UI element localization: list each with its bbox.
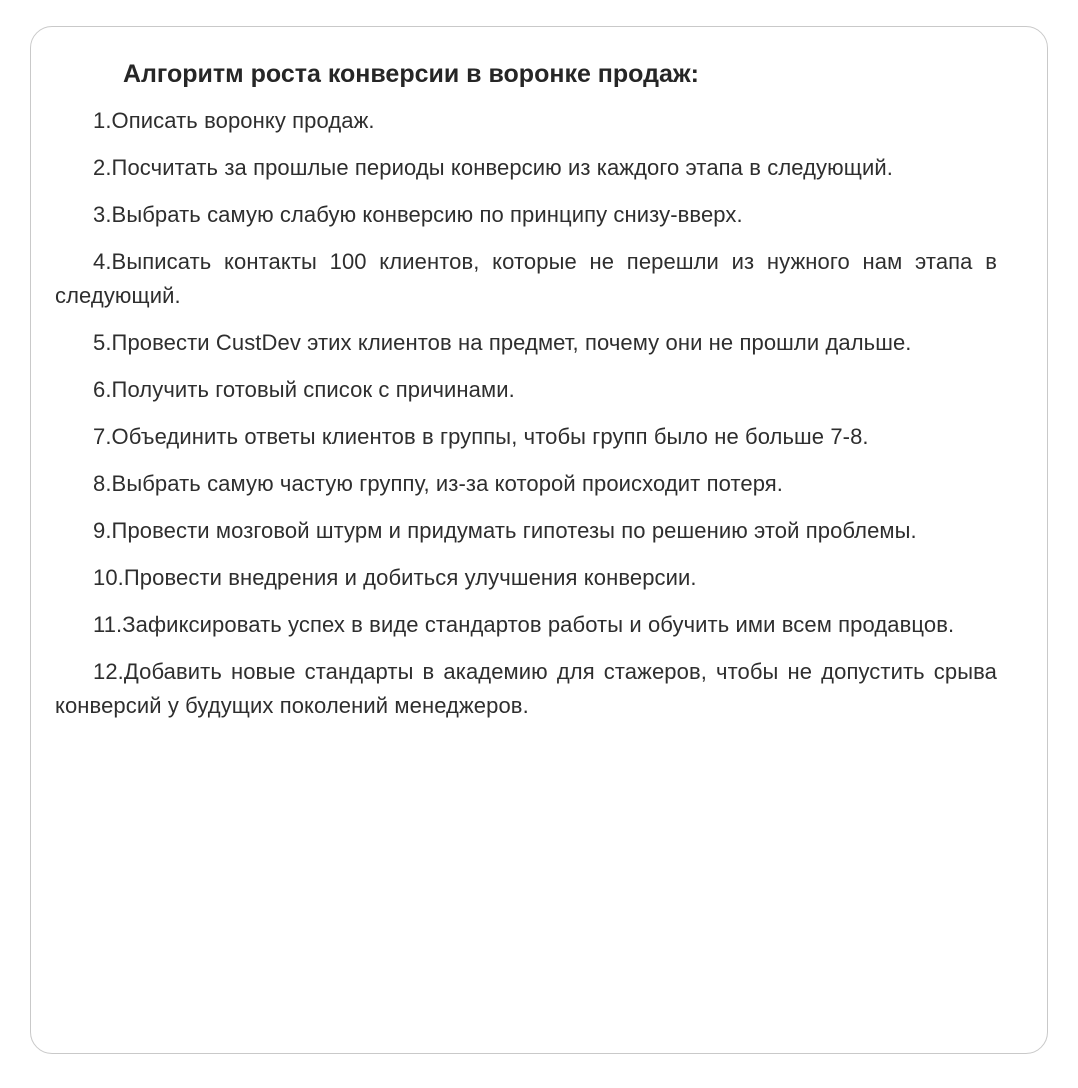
step-item: 7.Объединить ответы клиентов в группы, чтобы групп было не больше 7-8.: [93, 424, 869, 449]
step-item: 11.Зафиксировать успех в виде стандартов работы и обучить ими всем продавцов.: [93, 612, 955, 637]
step-item: 1.Описать воронку продаж.: [93, 108, 375, 133]
step-item: 5.Провести CustDev этих клиентов на предмет, почему они не прошли дальше.: [93, 330, 912, 355]
step-item: 4.Выписать контакты 100 клиентов, которые не перешли из нужного нам этапа в следующий.: [55, 249, 997, 308]
step-item: 6.Получить готовый список с причинами.: [93, 377, 515, 402]
step-item: 9.Провести мозговой штурм и придумать гипотезы по решению этой проблемы.: [93, 518, 917, 543]
page-title: Алгоритм роста конверсии в воронке продаж:: [123, 60, 699, 88]
content-card: [30, 26, 1048, 1054]
step-item: 8.Выбрать самую частую группу, из-за которой происходит потеря.: [93, 471, 784, 496]
steps-list: [55, 104, 997, 723]
step-item: 10.Провести внедрения и добиться улучшения конверсии.: [93, 565, 697, 590]
step-item: 2.Посчитать за прошлые периоды конверсию из каждого этапа в следующий.: [93, 155, 893, 180]
step-item: 3.Выбрать самую слабую конверсию по принципу снизу-вверх.: [93, 202, 743, 227]
step-item: 12.Добавить новые стандарты в академию для стажеров, чтобы не допустить срыва конверсий у будущих поколений менеджеров.: [55, 659, 997, 718]
